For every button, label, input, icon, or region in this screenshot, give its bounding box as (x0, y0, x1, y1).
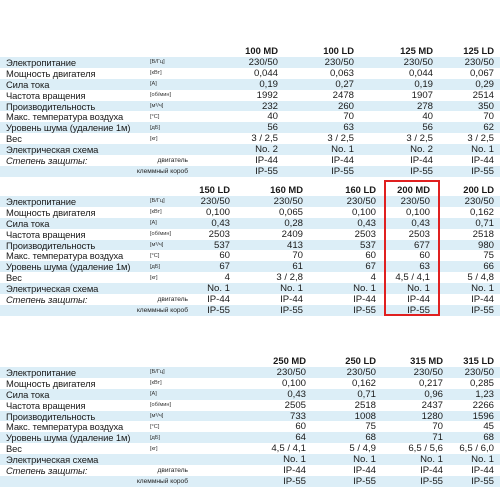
spec-table-2 (0, 183, 500, 316)
table-cell: 70 (343, 111, 354, 123)
row-unit: [кг] (150, 274, 158, 281)
row-unit: [кВт] (150, 380, 162, 387)
column-header: 250 LD (345, 355, 376, 366)
column-header: 150 LD (199, 184, 230, 195)
table-cell: 71 (432, 432, 443, 444)
table-cell: 230/50 (403, 56, 433, 68)
table-cell: 230/50 (273, 195, 303, 207)
table-cell: 56 (422, 122, 433, 134)
table-cell: 677 (413, 239, 430, 251)
table-row (0, 367, 500, 378)
table-cell: 60 (219, 250, 230, 262)
row-unit: [дБ] (150, 263, 161, 270)
table-cell: 350 (477, 100, 494, 112)
row-label: Мощность двигателя (6, 206, 96, 218)
table-cell: 0,43 (411, 217, 430, 229)
row-label: Производительность (6, 410, 96, 422)
table-row (0, 144, 500, 155)
table-cell: 0,43 (357, 217, 376, 229)
row-sublabel: клеммный короб (136, 477, 188, 485)
table-cell: 1596 (472, 410, 494, 422)
table-row (0, 111, 500, 122)
table-cell: 2514 (472, 89, 494, 101)
table-cell: 60 (365, 250, 376, 262)
table-cell: No. 2 (410, 144, 433, 156)
table-cell: 0,162 (351, 377, 376, 389)
table-cell: 3 / 2,5 (467, 133, 494, 145)
table-cell: 62 (483, 122, 494, 134)
table-cell: 2505 (284, 399, 306, 411)
table-cell: 230/50 (346, 366, 376, 378)
table-cell: IP-55 (407, 304, 430, 316)
table-cell: 0,044 (253, 67, 278, 79)
table-cell: IP-55 (410, 165, 433, 177)
table-cell: IP-44 (283, 464, 306, 476)
row-label: Электропитание (6, 366, 76, 378)
table-row (0, 389, 500, 400)
table-cell: 1,23 (475, 388, 494, 400)
row-unit: [В/Гц] (150, 198, 165, 205)
table-cell: 2503 (354, 228, 376, 240)
table-row (0, 122, 500, 133)
row-label: Мощность двигателя (6, 67, 96, 79)
row-label: Электропитание (6, 56, 76, 68)
table-row (0, 476, 500, 487)
table-row (0, 229, 500, 240)
table-row (0, 218, 500, 229)
table-cell: 60 (419, 250, 430, 262)
table-cell: No. 1 (420, 454, 443, 466)
table-cell: 230/50 (276, 366, 306, 378)
row-label: Макс. температура воздуха (6, 421, 124, 433)
table-cell: IP-55 (471, 475, 494, 487)
row-label: Частота вращения (6, 89, 86, 101)
row-unit: [об/мин] (150, 231, 172, 238)
table-cell: 230/50 (464, 56, 494, 68)
table-cell: 40 (267, 111, 278, 123)
table-cell: 232 (261, 100, 278, 112)
table-row (0, 57, 500, 68)
table-row (0, 240, 500, 251)
row-sublabel: двигатель (157, 156, 188, 164)
table-cell: 537 (213, 239, 230, 251)
row-label: Макс. температура воздуха (6, 111, 124, 123)
table-cell: IP-44 (407, 293, 430, 305)
row-label: Мощность двигателя (6, 377, 96, 389)
row-unit: [кВт] (150, 209, 162, 216)
table-cell: 0,063 (329, 67, 354, 79)
table-header-row (0, 183, 500, 196)
table-cell: 67 (219, 261, 230, 273)
table-cell: 980 (477, 239, 494, 251)
table-cell: 56 (267, 122, 278, 134)
table-cell: IP-44 (353, 464, 376, 476)
table-cell: IP-55 (471, 304, 494, 316)
table-cell: 2266 (472, 399, 494, 411)
table-cell: 0,19 (414, 78, 433, 90)
table-cell: No. 1 (471, 283, 494, 295)
table-cell: No. 1 (353, 454, 376, 466)
table-row (0, 90, 500, 101)
table-cell: IP-44 (471, 154, 494, 166)
row-label: Электрическая схема (6, 283, 99, 295)
table-cell: IP-44 (331, 154, 354, 166)
row-unit: [кг] (150, 445, 158, 452)
row-label: Степень защиты: (6, 154, 88, 166)
table-row (0, 443, 500, 454)
row-unit: [В/Гц] (150, 59, 165, 66)
table-cell: 40 (422, 111, 433, 123)
table-cell: IP-55 (353, 475, 376, 487)
table-cell: 0,285 (469, 377, 494, 389)
table-cell: 66 (483, 261, 494, 273)
table-cell: 4,5 / 4,1 (271, 443, 306, 455)
table-cell: 6,5 / 5,6 (408, 443, 443, 455)
table-cell: 70 (292, 250, 303, 262)
row-sublabel: двигатель (157, 466, 188, 474)
table-cell: 260 (337, 100, 354, 112)
table-cell: No. 2 (255, 144, 278, 156)
row-label: Макс. температура воздуха (6, 250, 124, 262)
table-cell: No. 1 (471, 454, 494, 466)
table-cell: 70 (432, 421, 443, 433)
table-cell: IP-44 (280, 293, 303, 305)
column-header: 125 MD (400, 45, 433, 56)
table-cell: 230/50 (200, 195, 230, 207)
table-cell: 2503 (408, 228, 430, 240)
table-cell: 278 (416, 100, 433, 112)
table-row (0, 294, 500, 305)
table-cell: 0,43 (287, 388, 306, 400)
table-cell: 0,29 (475, 78, 494, 90)
table-row (0, 79, 500, 90)
table-cell: 230/50 (400, 195, 430, 207)
row-sublabel: клеммный короб (136, 306, 188, 314)
table-cell: 4 (224, 272, 230, 284)
table-cell: 2503 (208, 228, 230, 240)
table-cell: IP-44 (471, 293, 494, 305)
table-cell: 68 (483, 432, 494, 444)
table-row (0, 261, 500, 272)
table-cell: No. 1 (353, 283, 376, 295)
column-header: 160 MD (270, 184, 303, 195)
table-cell: 0,100 (351, 206, 376, 218)
table-row (0, 421, 500, 432)
table-cell: 230/50 (346, 195, 376, 207)
table-cell: 0,100 (405, 206, 430, 218)
row-unit: [А] (150, 81, 157, 88)
row-unit: [об/мин] (150, 92, 172, 99)
table-cell: No. 1 (207, 283, 230, 295)
row-label: Производительность (6, 100, 96, 112)
row-unit: [кВт] (150, 70, 162, 77)
table-cell: No. 1 (280, 283, 303, 295)
table-cell: 64 (295, 432, 306, 444)
row-unit: [°С] (150, 113, 160, 120)
table-cell: 0,067 (469, 67, 494, 79)
table-cell: 1907 (411, 89, 433, 101)
table-row (0, 155, 500, 166)
table-row (0, 432, 500, 443)
row-sublabel: клеммный короб (136, 167, 188, 175)
table-cell: 1992 (256, 89, 278, 101)
row-label: Сила тока (6, 388, 50, 400)
table-cell: 0,19 (259, 78, 278, 90)
table-cell: 3 / 2,5 (251, 133, 278, 145)
table-cell: 68 (365, 432, 376, 444)
table-cell: 5 / 4,8 (467, 272, 494, 284)
table-cell: No. 1 (471, 144, 494, 156)
table-row (0, 68, 500, 79)
table-cell: 0,27 (335, 78, 354, 90)
table-cell: IP-44 (410, 154, 433, 166)
row-label: Частота вращения (6, 399, 86, 411)
table-row (0, 283, 500, 294)
row-unit: [°С] (150, 252, 160, 259)
row-label: Сила тока (6, 217, 50, 229)
table-cell: 0,044 (408, 67, 433, 79)
row-unit: [м³/ч] (150, 413, 164, 419)
table-row (0, 166, 500, 177)
table-cell: 0,71 (475, 217, 494, 229)
table-cell: IP-55 (420, 475, 443, 487)
table-row (0, 101, 500, 112)
table-cell: 67 (365, 261, 376, 273)
row-unit: [°С] (150, 423, 160, 430)
row-unit: [дБ] (150, 434, 161, 441)
column-header: 315 MD (410, 355, 443, 366)
table-cell: 3 / 2,5 (406, 133, 433, 145)
table-cell: No. 1 (331, 144, 354, 156)
table-cell: 63 (343, 122, 354, 134)
table-cell: 0,100 (205, 206, 230, 218)
table-row (0, 400, 500, 411)
table-row (0, 272, 500, 283)
table-cell: 61 (292, 261, 303, 273)
table-header-row (0, 44, 500, 57)
column-header: 100 LD (323, 45, 354, 56)
row-unit: [А] (150, 220, 157, 227)
row-label: Уровень шума (удаление 1м) (6, 261, 131, 273)
table-cell: 60 (295, 421, 306, 433)
table-cell: IP-55 (353, 304, 376, 316)
row-sublabel: двигатель (157, 295, 188, 303)
table-header-row (0, 354, 500, 367)
row-unit: [А] (150, 391, 157, 398)
column-header: 200 MD (397, 184, 430, 195)
table-cell: 230/50 (324, 56, 354, 68)
table-cell: 230/50 (413, 366, 443, 378)
column-header: 200 LD (463, 184, 494, 195)
row-label: Уровень шума (удаление 1м) (6, 122, 131, 134)
table-cell: 1008 (354, 410, 376, 422)
row-label: Электрическая схема (6, 144, 99, 156)
table-cell: 0,28 (284, 217, 303, 229)
row-label: Электропитание (6, 195, 76, 207)
row-label: Вес (6, 443, 22, 455)
table-cell: IP-55 (207, 304, 230, 316)
table-cell: 0,100 (281, 377, 306, 389)
table-cell: 0,065 (278, 206, 303, 218)
column-header: 160 LD (345, 184, 376, 195)
table-row (0, 305, 500, 316)
table-cell: 0,71 (357, 388, 376, 400)
table-cell: IP-55 (280, 304, 303, 316)
table-cell: 2478 (332, 89, 354, 101)
row-label: Производительность (6, 239, 96, 251)
table-cell: 4,5 / 4,1 (395, 272, 430, 284)
row-label: Уровень шума (удаление 1м) (6, 432, 131, 444)
table-cell: 2437 (421, 399, 443, 411)
table-row (0, 411, 500, 422)
table-cell: 1280 (421, 410, 443, 422)
row-unit: [об/мин] (150, 402, 172, 409)
table-cell: 0,217 (418, 377, 443, 389)
table-cell: 0,162 (469, 206, 494, 218)
row-label: Вес (6, 272, 22, 284)
table-cell: 70 (483, 111, 494, 123)
table-cell: IP-44 (353, 293, 376, 305)
column-header: 125 LD (463, 45, 494, 56)
table-cell: 3 / 2,5 (327, 133, 354, 145)
row-label: Частота вращения (6, 228, 86, 240)
table-cell: 75 (365, 421, 376, 433)
column-header: 100 MD (245, 45, 278, 56)
table-cell: 6,5 / 6,0 (459, 443, 494, 455)
table-cell: IP-55 (331, 165, 354, 177)
row-unit: [м³/ч] (150, 103, 164, 109)
table-cell: 733 (289, 410, 306, 422)
table-cell: 2409 (281, 228, 303, 240)
row-label: Степень защиты: (6, 293, 88, 305)
table-cell: IP-44 (420, 464, 443, 476)
table-cell: IP-44 (255, 154, 278, 166)
row-unit: [кг] (150, 135, 158, 142)
row-label: Степень защиты: (6, 464, 88, 476)
table-cell: 0,43 (211, 217, 230, 229)
table-cell: 2518 (472, 228, 494, 240)
table-cell: IP-55 (471, 165, 494, 177)
row-label: Электрическая схема (6, 454, 99, 466)
spec-table-1 (0, 44, 500, 177)
table-row (0, 196, 500, 207)
table-row (0, 133, 500, 144)
table-cell: 2518 (354, 399, 376, 411)
table-cell: No. 1 (407, 283, 430, 295)
table-cell: 3 / 2,8 (276, 272, 303, 284)
table-cell: 0,96 (424, 388, 443, 400)
spec-table-3 (0, 354, 500, 487)
table-cell: IP-44 (207, 293, 230, 305)
table-cell: 230/50 (248, 56, 278, 68)
table-row (0, 465, 500, 476)
table-row (0, 454, 500, 465)
table-cell: IP-44 (471, 464, 494, 476)
row-unit: [В/Гц] (150, 369, 165, 376)
table-cell: 4 (370, 272, 376, 284)
table-cell: 230/50 (464, 195, 494, 207)
column-header: 315 LD (463, 355, 494, 366)
table-cell: 413 (286, 239, 303, 251)
table-cell: IP-55 (283, 475, 306, 487)
table-row (0, 250, 500, 261)
column-header: 250 MD (273, 355, 306, 366)
table-cell: 537 (359, 239, 376, 251)
table-cell: 5 / 4,9 (349, 443, 376, 455)
row-unit: [дБ] (150, 124, 161, 131)
row-unit: [м³/ч] (150, 242, 164, 248)
table-cell: IP-55 (255, 165, 278, 177)
table-row (0, 207, 500, 218)
table-cell: 45 (483, 421, 494, 433)
row-label: Вес (6, 133, 22, 145)
table-cell: 230/50 (464, 366, 494, 378)
table-row (0, 378, 500, 389)
row-label: Сила тока (6, 78, 50, 90)
table-cell: No. 1 (283, 454, 306, 466)
table-cell: 63 (419, 261, 430, 273)
table-cell: 75 (483, 250, 494, 262)
